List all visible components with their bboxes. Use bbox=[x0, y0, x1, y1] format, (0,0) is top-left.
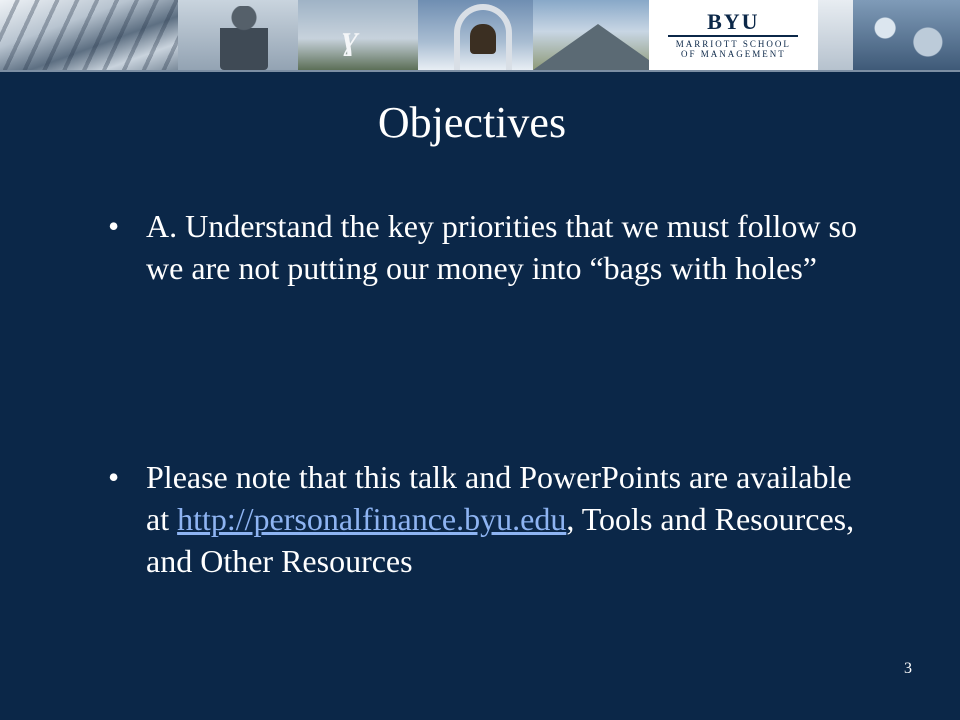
banner-photo-facade bbox=[818, 0, 854, 70]
banner-divider bbox=[0, 70, 960, 72]
banner-photo-sky bbox=[853, 0, 960, 70]
banner-photo-landscape bbox=[533, 0, 649, 70]
slide-number: 3 bbox=[904, 660, 912, 677]
logo-line-1: MARRIOTT SCHOOL bbox=[675, 39, 791, 49]
bullet-text: A. Understand the key priorities that we must follow so we are not putting our money into “bags with holes” bbox=[146, 208, 857, 286]
bullet-text bbox=[146, 456, 868, 582]
banner-photo-bell-tower bbox=[418, 0, 534, 70]
banner-photo-building bbox=[0, 0, 178, 70]
banner-photo-mountain-y: ɣ bbox=[298, 0, 418, 70]
header-banner bbox=[0, 0, 960, 70]
bullet-item-note bbox=[108, 456, 868, 582]
personal-finance-link[interactable]: http://personalfinance.byu.edu bbox=[177, 501, 567, 537]
bullet-text-after: , Tools and Resources, and Other Resources bbox=[146, 501, 855, 579]
byu-marriott-logo bbox=[649, 0, 818, 70]
slide-title: Objectives bbox=[377, 98, 567, 147]
bullet-marker: • bbox=[108, 459, 120, 495]
logo-line-2: OF MANAGEMENT bbox=[680, 49, 786, 59]
logo-title: BYU bbox=[707, 9, 760, 34]
bullet-marker: • bbox=[108, 208, 120, 244]
bullet-item-objective bbox=[108, 205, 868, 289]
bullet-text-before: Please note that this talk and PowerPoints are available at bbox=[146, 459, 852, 537]
banner-photo-statue bbox=[178, 0, 298, 70]
